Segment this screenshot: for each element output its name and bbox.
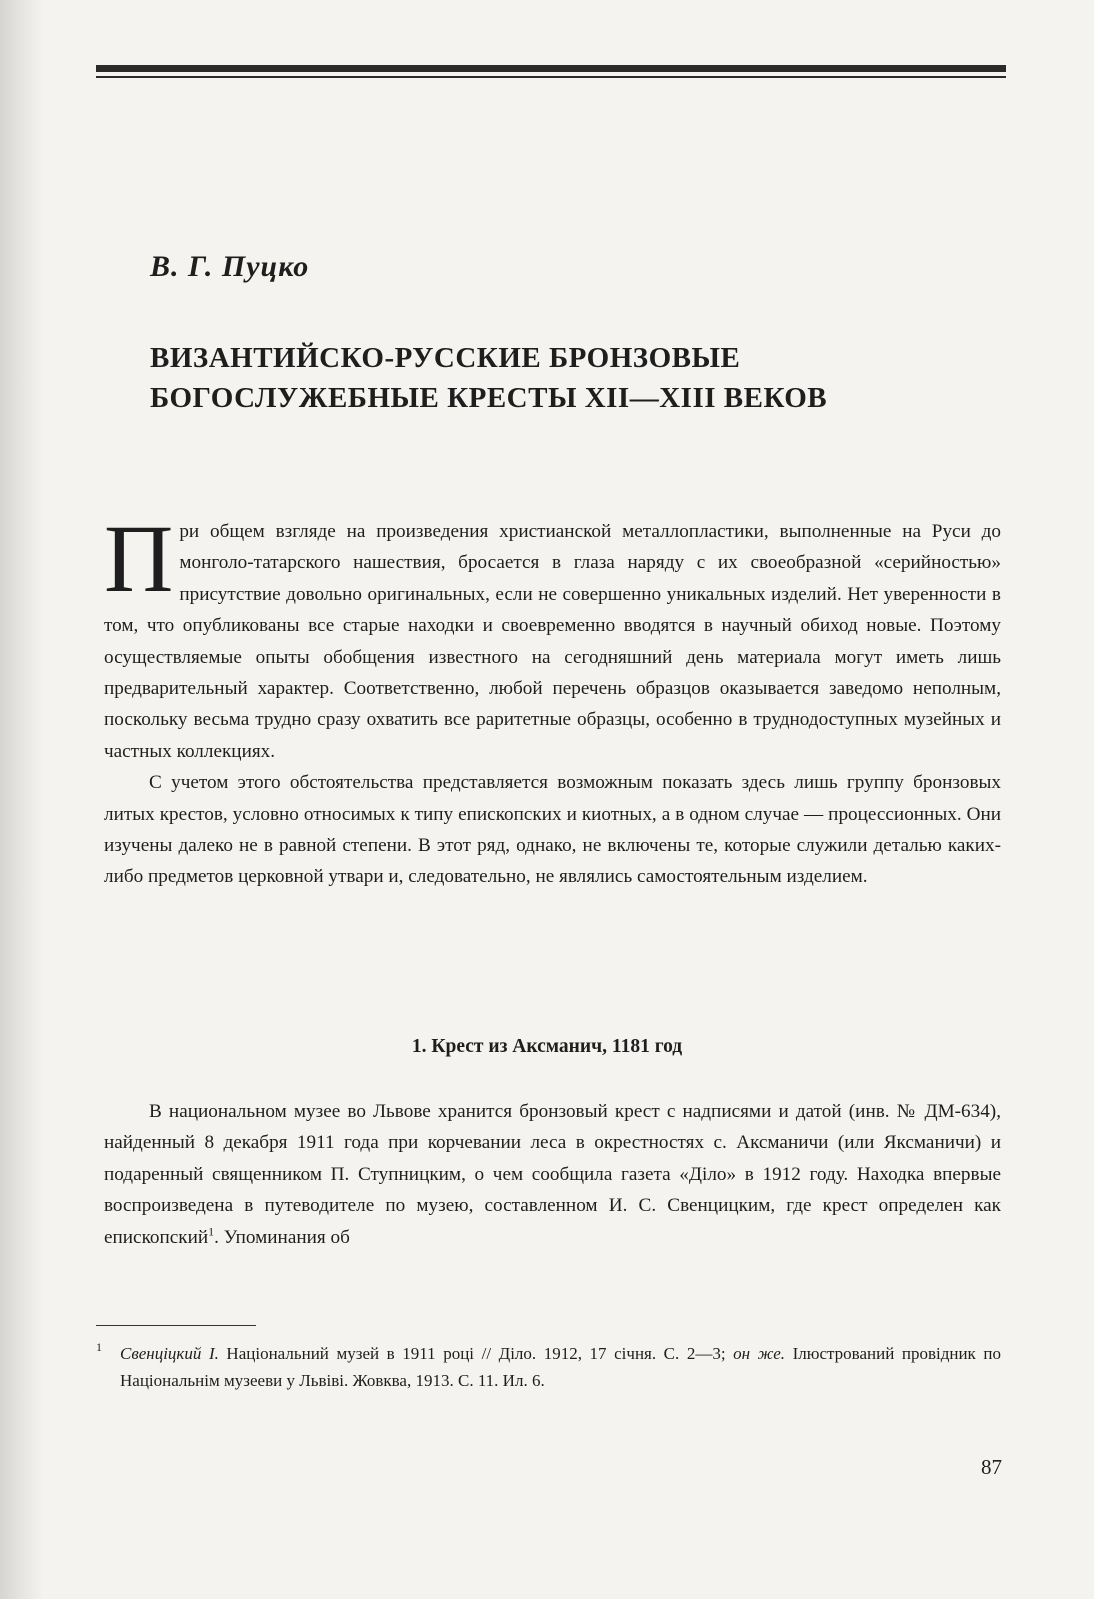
page-number: 87 — [981, 1455, 1002, 1479]
paragraph-1-text: ри общем взгляде на произведения христианской металлопластики, выполненные на Руси до монголо-татарского нашествия, бросается в глаза наряду с их своеобразной «серийностью» присутствие довольно оригинальных, если не совершенно уникальных изделий. Нет уверенности в том, что опубликованы все старые находки и своевременно вводятся в научный обиход новые. Поэтому осуществляемые опыты обобщения известного на сегодняшний день материала могут иметь лишь предварительный характер. Соответственно, любой перечень образцов оказывается заведомо неполным, поскольку весьма трудно сразу охватить все раритетные образцы, особенно в труднодоступных музейных и частных коллекциях. — [104, 521, 1001, 762]
paragraph-2: С учетом этого обстоятельства представляется возможным показать здесь лишь группу бронзовых литых крестов, условно относимых к типу епископских и киотных, а в одном случае — процессионных. Они изучены далеко не в равной степени. В этот ряд, однако, не включены те, которые служили деталью каких-либо предметов церковной утвари и, следовательно, не являлись самостоятельным изделием. — [104, 772, 1001, 888]
footnote-text-1: Нацiональний музей в 1911 роцi // Дiло. 1912, 17 сiчня. С. 2—3; — [218, 1344, 726, 1363]
intro-text — [104, 505, 1001, 893]
paragraph-1 — [104, 505, 1001, 767]
paragraph-3 — [104, 1096, 1001, 1253]
footnote-text-2: Iлюстрований провiдник по Нацiональнiм музееви у Львiвi. Жовква, 1913. С. 11. Ил. 6. — [120, 1344, 1001, 1390]
section-heading: 1. Крест из Аксманич, 1181 год — [411, 1036, 683, 1057]
footnote-body — [120, 1340, 1001, 1394]
footnote — [96, 1340, 1001, 1394]
footnote-number: 1 — [96, 1340, 102, 1354]
article-author: В. Г. Пуцко — [150, 250, 310, 283]
drop-cap: П — [104, 505, 174, 612]
title-line-1: ВИЗАНТИЙСКО-РУССКИЕ БРОНЗОВЫЕ — [150, 342, 741, 374]
header-rule-thin — [96, 76, 1006, 78]
footnote-separator — [96, 1325, 256, 1326]
footnote-author-2: он же. — [733, 1344, 786, 1363]
title-line-2: БОГОСЛУЖЕБНЫЕ КРЕСТЫ XII—XIII ВЕКОВ — [150, 382, 828, 414]
paragraph-3-tail: . Упоминания об — [214, 1226, 350, 1248]
paragraph-3-text: В национальном музее во Львове хранится бронзовый крест с надписями и датой (инв. № ДМ-634), найденный 8 декабря 1911 года при корчевании леса в окрестностях с. Аксманичи (или Яксманичи) и подаренный священником П. Ступницким, о чем сообщила газета «Дiло» в 1912 году. Находка впервые воспроизведена в путеводителе по музею, составленном И. С. Свенцицким, где крест определен как епископский — [104, 1101, 1001, 1248]
section-text — [104, 1096, 1001, 1253]
scan-edge-shadow — [0, 0, 44, 1599]
article-title — [150, 338, 980, 418]
header-rule-thick — [96, 65, 1006, 72]
footnote-author-1: Свенцiцкий I. — [120, 1344, 219, 1363]
footnote-reference[interactable]: 1 — [208, 1224, 215, 1239]
